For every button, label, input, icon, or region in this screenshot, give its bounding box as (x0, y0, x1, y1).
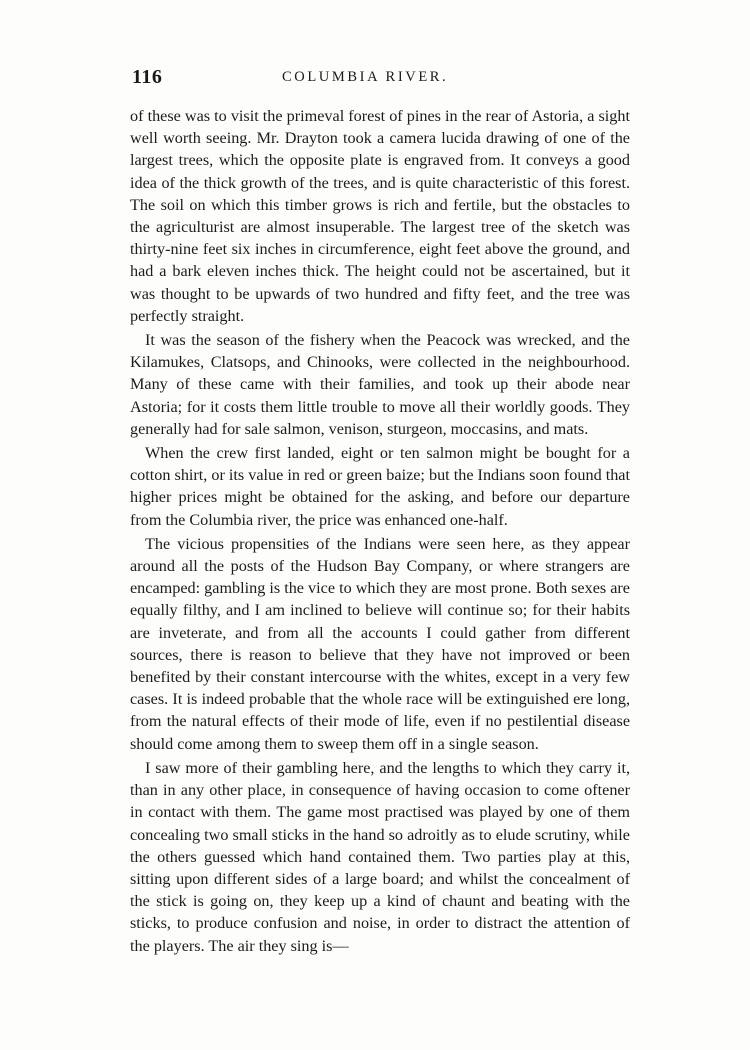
page-number: 116 (132, 66, 163, 88)
paragraph: of these was to visit the primeval forest of pines in the rear of Astoria, a sight well worth seeing. Mr. Drayton took a camera lucida drawing of one of the largest trees, which the opposite plate is engraved from. It conveys a good idea of the thick growth of the trees, and is quite characteristic of this forest. The soil on which this timber grows is rich and fertile, but the obstacles to the agriculturist are almost insuperable. The largest tree of the sketch was thirty-nine feet six inches in circumference, eight feet above the ground, and had a bark eleven inches thick. The height could not be ascertained, but it was thought to be upwards of two hundred and fifty feet, and the tree was perfectly straight. (130, 107, 630, 325)
paragraph: When the crew first landed, eight or ten salmon might be bought for a cotton shirt, or its value in red or green baize; but the Indians soon found that higher prices might be obtained for the asking, and before our departure from the Columbia river, the price was enhanced one-half. (130, 444, 630, 529)
paragraph: I saw more of their gambling here, and the lengths to which they carry it, than in any other place, in consequence of having occasion to come oftener in contact with them. The game most practised was played by one of them concealing two small sticks in the hand so adroitly as to elude scrutiny, while the others guessed which hand contained them. Two parties play at this, sitting upon different sides of a large board; and whilst the concealment of the stick is going on, they keep up a kind of chaunt and beating with the sticks, to produce confusion and noise, in order to distract the attention of the players. The air they sing is— (130, 758, 630, 955)
body-text (130, 105, 630, 957)
paragraph: It was the season of the fishery when the Peacock was wrecked, and the Kilamukes, Clatsops, and Chinooks, were collected in the neighbourhood. Many of these came with their families, and took up their abode near Astoria; for it costs them little trouble to move all their worldly goods. They generally had for sale salmon, venison, sturgeon, moccasins, and mats. (130, 331, 630, 438)
page-header (132, 66, 632, 96)
running-head: COLUMBIA RIVER. (282, 69, 449, 85)
paragraph: The vicious propensities of the Indians were seen here, as they appear around all the posts of the Hudson Bay Company, or where strangers are encamped: gambling is the vice to which they are most prone. Both sexes are equally filthy, and I am inclined to believe will continue so; for their habits are inveterate, and from all the accounts I could gather from different sources, there is reason to believe that they have not improved or been benefited by their constant intercourse with the whites, except in a very few cases. It is indeed probable that the whole race will be extinguished ere long, from the natural effects of their mode of life, even if no pestilential disease should come among them to sweep them off in a single season. (130, 534, 630, 753)
